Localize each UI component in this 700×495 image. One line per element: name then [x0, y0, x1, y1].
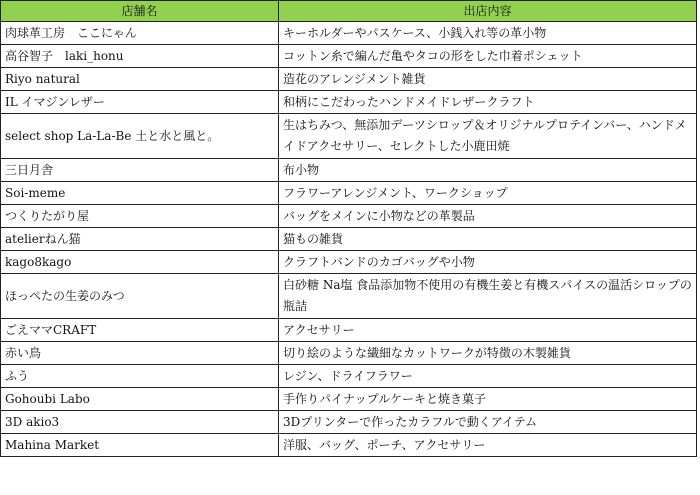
- shop-name-cell: select shop La-La-Be 土と水と風と。: [1, 114, 279, 159]
- column-header-content: 出店内容: [279, 1, 697, 22]
- content-cell: フラワーアレンジメント、ワークショップ: [279, 182, 697, 205]
- content-cell: クラフトバンドのカゴバッグや小物: [279, 251, 697, 274]
- table-row: [1, 205, 697, 228]
- content-cell: 生はちみつ、無添加デーツシロップ＆オリジナルプロテインバー、ハンドメイドアクセサリー、セレクトした小鹿田焼: [279, 114, 697, 159]
- shop-name-cell: 三日月舎: [1, 159, 279, 182]
- table-row: [1, 68, 697, 91]
- table-row: [1, 159, 697, 182]
- content-cell: アクセサリー: [279, 319, 697, 342]
- content-cell: バッグをメインに小物などの革製品: [279, 205, 697, 228]
- table-row: [1, 434, 697, 457]
- table-row: [1, 388, 697, 411]
- table-row: [1, 228, 697, 251]
- table-row: [1, 114, 697, 159]
- shop-name-cell: 赤い鳥: [1, 342, 279, 365]
- shop-name-cell: ほっぺたの生姜のみつ: [1, 274, 279, 319]
- table-row: [1, 251, 697, 274]
- header-row: [1, 1, 697, 22]
- shop-name-cell: 肉球革工房 ここにゃん: [1, 22, 279, 45]
- shop-name-cell: ごえママCRAFT: [1, 319, 279, 342]
- shop-name-cell: Gohoubi Labo: [1, 388, 279, 411]
- content-cell: 切り絵のような繊細なカットワークが特徴の木製雑貨: [279, 342, 697, 365]
- content-cell: レジン、ドライフラワー: [279, 365, 697, 388]
- shop-name-cell: Soi-meme: [1, 182, 279, 205]
- table-row: [1, 411, 697, 434]
- table-row: [1, 45, 697, 68]
- content-cell: 洋服、バッグ、ポーチ、アクセサリー: [279, 434, 697, 457]
- table-row: [1, 182, 697, 205]
- shop-name-cell: 高谷智子 laki_honu: [1, 45, 279, 68]
- table-row: [1, 342, 697, 365]
- content-cell: 布小物: [279, 159, 697, 182]
- shop-name-cell: 3D akio3: [1, 411, 279, 434]
- content-cell: 白砂糖 Na塩 食品添加物不使用の有機生姜と有機スパイスの温活シロップの瓶詰: [279, 274, 697, 319]
- content-cell: コットン糸で編んだ亀やタコの形をした巾着ポシェット: [279, 45, 697, 68]
- table-row: [1, 274, 697, 319]
- shop-name-cell: ふう: [1, 365, 279, 388]
- content-cell: 3Dプリンターで作ったカラフルで動くアイテム: [279, 411, 697, 434]
- shop-name-cell: IL イマジンレザー: [1, 91, 279, 114]
- content-cell: キーホルダーやパスケース、小銭入れ等の革小物: [279, 22, 697, 45]
- content-cell: 造花のアレンジメント雑貨: [279, 68, 697, 91]
- column-header-shop-name: 店舗名: [1, 1, 279, 22]
- shop-name-cell: kago8kago: [1, 251, 279, 274]
- shop-name-cell: Riyo natural: [1, 68, 279, 91]
- table-row: [1, 319, 697, 342]
- shop-name-cell: つくりたがり屋: [1, 205, 279, 228]
- shop-name-cell: atelierねん猫: [1, 228, 279, 251]
- content-cell: 猫もの雑貨: [279, 228, 697, 251]
- table-row: [1, 91, 697, 114]
- content-cell: 手作りパイナップルケーキと焼き菓子: [279, 388, 697, 411]
- shop-name-cell: Mahina Market: [1, 434, 279, 457]
- content-cell: 和柄にこだわったハンドメイドレザークラフト: [279, 91, 697, 114]
- table-row: [1, 22, 697, 45]
- table-row: [1, 365, 697, 388]
